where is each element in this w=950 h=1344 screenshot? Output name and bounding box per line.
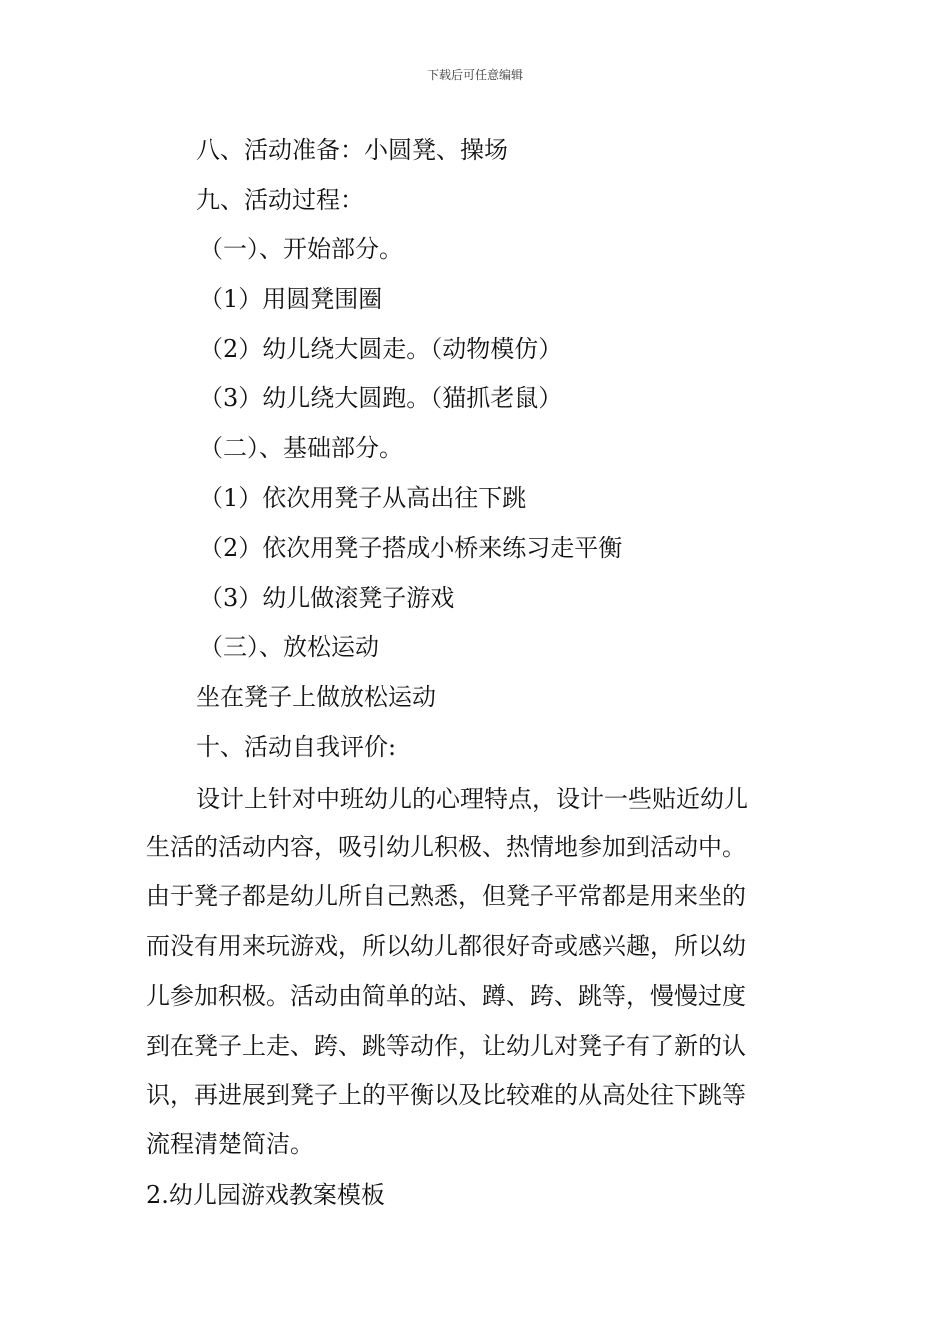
evaluation-paragraph-line: 由于凳子都是幼儿所自己熟悉，但凳子平常都是用来坐的	[146, 882, 746, 910]
section-relax-heading: （三）、放松运动	[199, 633, 379, 661]
page-header-note: 下载后可任意编辑	[426, 68, 523, 82]
evaluation-paragraph-line: 流程清楚简洁。	[146, 1130, 314, 1158]
start-step-2: （2）幼儿绕大圆走。（动物模仿）	[199, 335, 563, 363]
relax-step: 坐在凳子上做放松运动	[196, 683, 436, 711]
evaluation-paragraph-line: 设计上针对中班幼儿的心理特点，设计一些贴近幼儿	[196, 785, 748, 813]
section-basic-heading: （二）、基础部分。	[199, 434, 403, 462]
evaluation-paragraph-line: 而没有用来玩游戏，所以幼儿都很好奇或感兴趣，所以幼	[146, 932, 746, 960]
start-step-1: （1）用圆凳围圈	[199, 285, 383, 313]
evaluation-paragraph-line: 识，再进展到凳子上的平衡以及比较难的从高处往下跳等	[146, 1081, 746, 1109]
section-title: 2.幼儿园游戏教案模板	[146, 1181, 385, 1209]
start-step-3: （3）幼儿绕大圆跑。（猫抓老鼠）	[199, 384, 563, 412]
basic-step-2: （2）依次用凳子搭成小桥来练习走平衡	[199, 534, 623, 562]
basic-step-3: （3）幼儿做滚凳子游戏	[199, 584, 455, 612]
section-start-heading: （一）、开始部分。	[199, 235, 403, 263]
evaluation-paragraph-line: 儿参加积极。活动由简单的站、蹲、跨、跳等，慢慢过度	[146, 982, 746, 1010]
activity-process-heading: 九、活动过程：	[196, 186, 364, 214]
evaluation-paragraph-line: 生活的活动内容，吸引幼儿积极、热情地参加到活动中。	[146, 833, 746, 861]
basic-step-1: （1）依次用凳子从高出往下跳	[199, 484, 527, 512]
activity-prep-line: 八、活动准备：小圆凳、操场	[196, 136, 508, 164]
evaluation-paragraph-line: 到在凳子上走、跨、跳等动作，让幼儿对凳子有了新的认	[146, 1032, 746, 1060]
self-evaluation-heading: 十、活动自我评价:	[196, 733, 397, 761]
